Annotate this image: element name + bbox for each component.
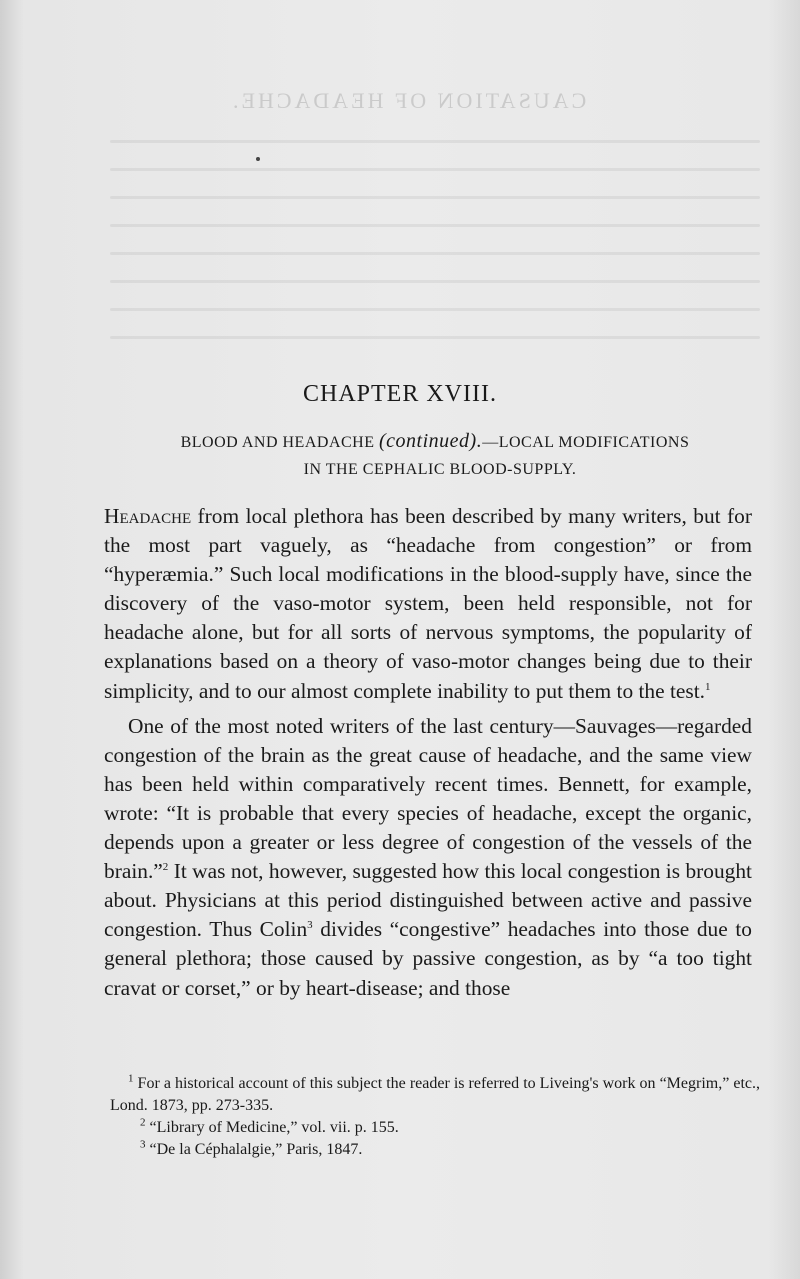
paragraph-2 [104, 712, 752, 1003]
footnote-1-number: 1 [128, 1072, 134, 1085]
chapter-subtitle-line-2: IN THE CEPHALIC BLOOD-SUPPLY. [303, 461, 577, 478]
subtitle-part-a: BLOOD AND HEADACHE [180, 434, 379, 451]
bleed-through-header: CAUSATION OF HEADACHE. [230, 88, 587, 113]
footnote-2 [110, 1117, 760, 1139]
paragraph-lead-word: Headache [104, 504, 192, 528]
subtitle-continued: (continued). [379, 430, 483, 452]
footnote-ref-3: 3 [307, 919, 313, 932]
paragraph-2-text-a: One of the most noted writers of the last century—Sauvages—regarded congestion of the brain as the great cause of headache, and the same view has been held within comparatively recent times. Bennett, for example, wrote: “It is probable that every species of headache, except the organic, depends upon a greater or less degree of congestion of the vessels of the brain.” [104, 713, 752, 884]
footnote-ref-2: 2 [162, 861, 169, 873]
footnote-1-text: For a historical account of this subject the reader is referred to Liveing's work on “Megrim,” etc., Lond. 1873, pp. 273-335. [110, 1075, 761, 1114]
paragraph-1-text: from local plethora has been described by many writers, but for the most part vaguely, as “headache from congestion” or from “hyperæmia.” Such local modifications in the blood-supply have, since the discovery of the vaso-motor system, been held responsible, not for headache alone, but for all sorts of nervous symptoms, the popularity of explanations based on a theory of vaso-motor changes being due to their simplicity, and to our almost complete inability to put them to the test. [104, 504, 752, 703]
body-text [104, 502, 752, 1003]
footnote-ref-1: 1 [705, 680, 711, 693]
paragraph-1 [104, 502, 752, 706]
footnotes [110, 1073, 760, 1161]
printing-speck [256, 157, 260, 161]
paragraph-2-text-c: divides “congestive” headaches into those due to general plethora; those caused by passive congestion, as by “a too tight cravat or corset,” or by heart-disease; and those [104, 917, 752, 1000]
paragraph-2-text-b: It was not, however, suggested how this local congestion is brought about. Physicians at this period distinguished between active and passive congestion. Thus Colin [104, 859, 752, 942]
chapter-subtitle-line-1 [150, 430, 720, 453]
footnote-2-text: “Library of Medicine,” vol. vii. p. 155. [149, 1119, 399, 1136]
footnote-1 [110, 1073, 760, 1117]
footnote-3-number: 3 [140, 1138, 146, 1151]
footnote-2-number: 2 [140, 1116, 146, 1129]
chapter-title: CHAPTER XVIII. [303, 381, 497, 407]
footnote-3-text: “De la Céphalalgie,” Paris, 1847. [149, 1141, 363, 1158]
subtitle-part-b: —LOCAL MODIFICATIONS [482, 434, 690, 451]
footnote-3 [110, 1139, 760, 1161]
